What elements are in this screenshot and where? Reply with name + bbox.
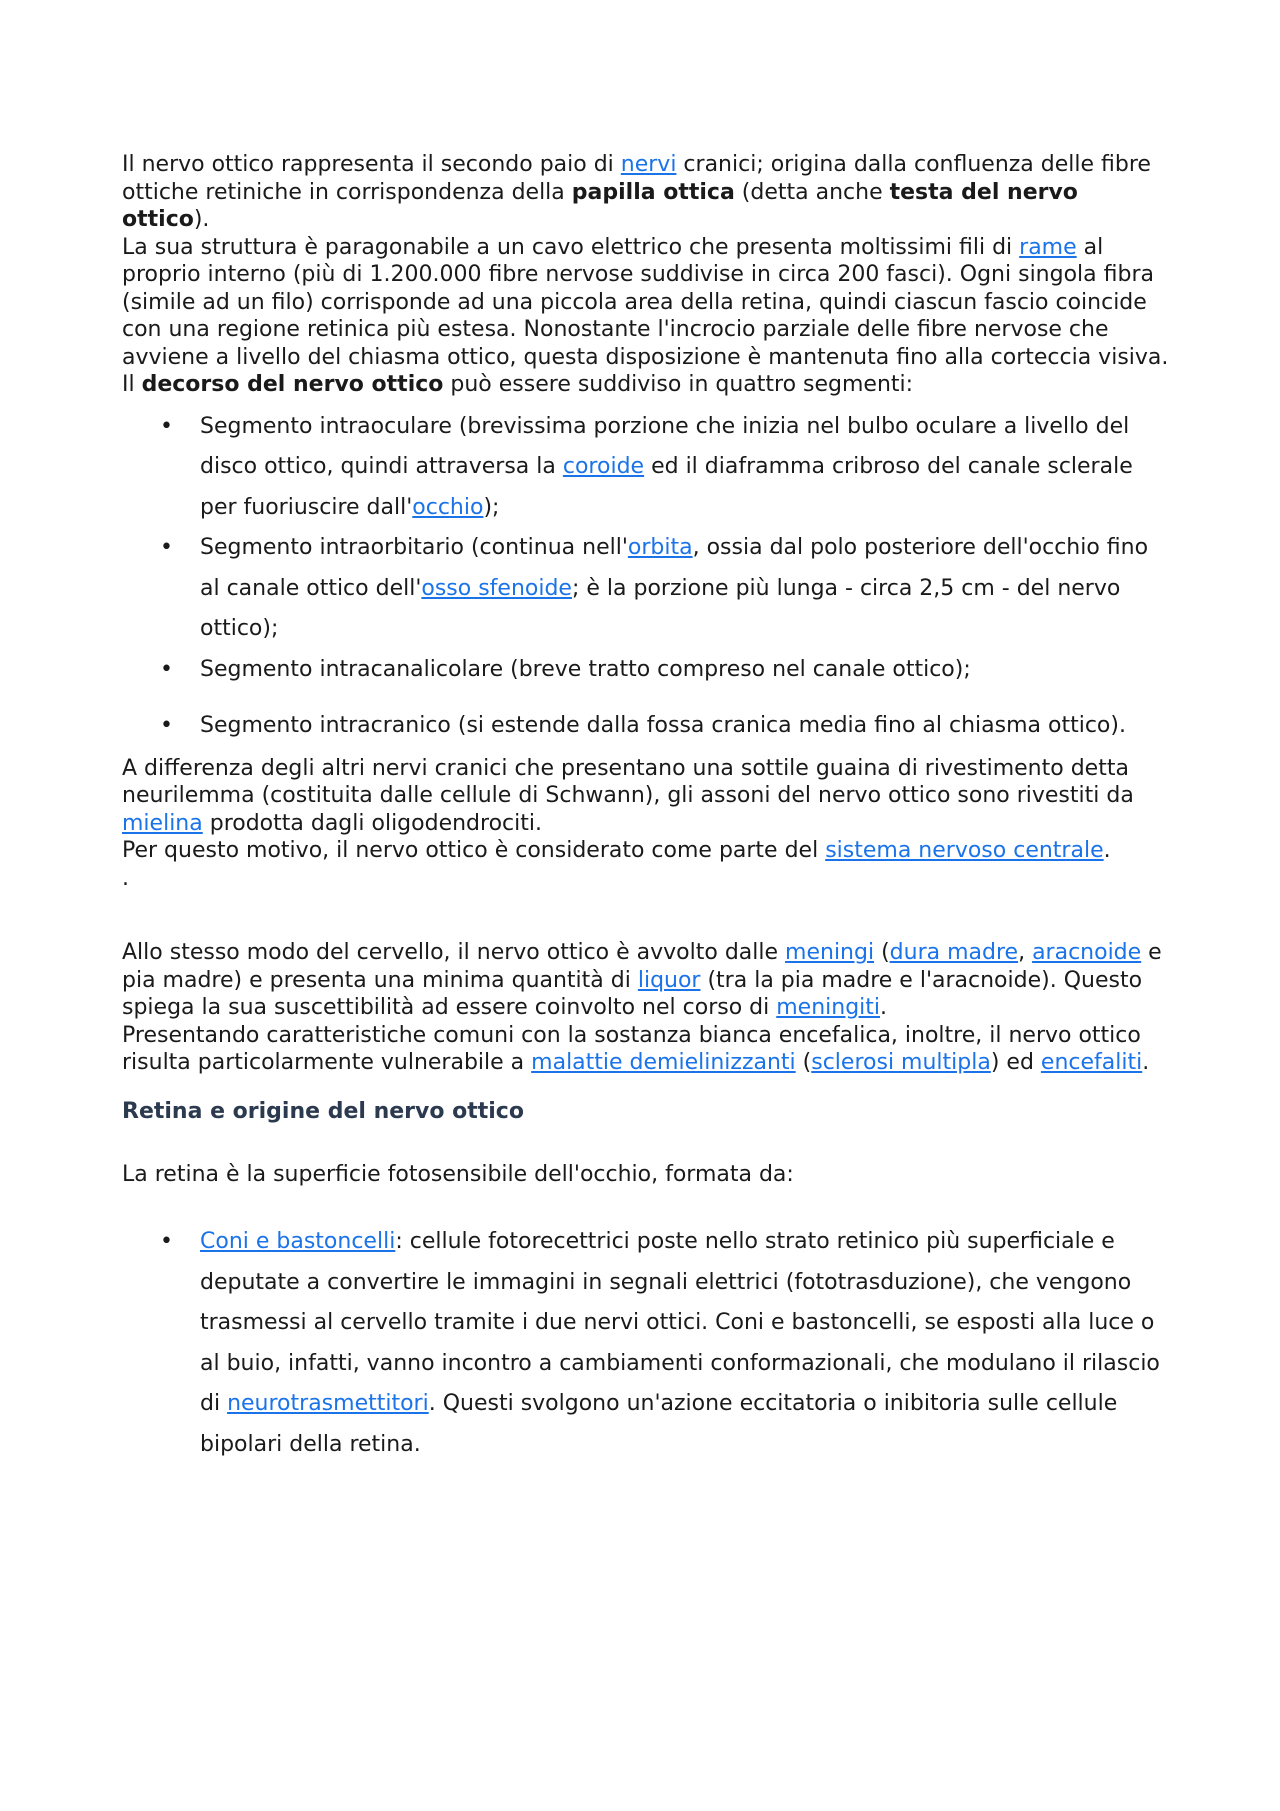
text: (	[874, 940, 890, 965]
list-item-intraoculare	[122, 407, 1172, 529]
text: e pia madre) e presenta una minima quantità di	[122, 940, 1162, 993]
list-item-intraorbitario	[122, 528, 1172, 650]
text: .	[1142, 1050, 1150, 1075]
text: .	[880, 995, 888, 1020]
link-liquor[interactable]: liquor	[637, 967, 701, 993]
link-sclerosi-multipla[interactable]: sclerosi multipla	[811, 1050, 991, 1075]
text: prodotta dagli oligodendrociti.	[202, 810, 542, 836]
text: (	[795, 1050, 812, 1075]
link-orbita[interactable]: orbita	[627, 535, 693, 560]
text: : cellule fotorecettrici poste nello strato retinico più superficiale e deputate a convertire le immagini in segnali elettrici (fototrasduzione), che vengono trasmessi al cervello tramite i due nervi ottici. Coni e bastoncelli, se esposti alla luce o al buio, infatti, vanno incontro a cambiamenti conformazionali, che modulano il rilascio di	[200, 1229, 1160, 1416]
link-nervi[interactable]: nervi	[620, 152, 677, 177]
text: Segmento intracranico (si estende dalla fossa cranica media fino al chiasma ottico).	[200, 713, 1126, 738]
link-meningi[interactable]: meningi	[785, 940, 875, 965]
paragraph-intro	[122, 151, 1172, 234]
paragraph-mielina	[122, 755, 1172, 838]
link-coni-bastoncelli[interactable]: Coni e bastoncelli	[200, 1229, 396, 1254]
text: ,	[1018, 940, 1033, 965]
link-encefaliti[interactable]: encefaliti	[1040, 1050, 1143, 1075]
bold-decorso: decorso del nervo ottico	[141, 372, 444, 397]
text: A differenza degli altri nervi cranici che presentano una sottile guaina di rivestimento detta neurilemma (costituita dalle cellule di Schwann), gli assoni del nervo ottico sono rivestiti da	[122, 755, 1134, 808]
text: può essere suddiviso in quattro segmenti:	[443, 372, 914, 397]
text: ; è la porzione più lunga - circa 2,5 cm - del nervo ottico);	[200, 575, 1121, 641]
link-occhio[interactable]: occhio	[412, 494, 484, 520]
text: Il nervo ottico rappresenta il secondo paio di	[122, 152, 621, 177]
text: Segmento intraorbitario (continua nell'	[200, 535, 628, 560]
text: Segmento intracanalicolare (breve tratto compreso nel canale ottico);	[200, 656, 971, 682]
text: .	[1103, 838, 1111, 863]
text: cranici; origina dalla confluenza delle fibre ottiche retiniche in corrispondenza della	[122, 152, 1151, 205]
link-dura-madre[interactable]: dura madre	[889, 940, 1019, 965]
text: );	[483, 494, 500, 520]
text: . Questi svolgono un'azione eccitatoria o inibitoria sulle cellule bipolari della retina.	[200, 1391, 1118, 1457]
text: Il	[122, 372, 142, 397]
paragraph-decorso	[122, 371, 1172, 399]
link-coroide[interactable]: coroide	[562, 454, 645, 479]
retina-list	[122, 1222, 1172, 1465]
link-osso-sfenoide[interactable]: osso sfenoide	[421, 575, 572, 601]
paragraph-sostanza-bianca	[122, 1022, 1172, 1077]
text: ed il diaframma cribroso del canale sclerale per fuoriuscire dall'	[200, 454, 1133, 520]
text: (tra la pia madre e l'aracnoide). Questo spiega la sua suscettibilità ad essere coinvolto nel corso di	[122, 967, 1143, 1020]
paragraph-snc	[122, 837, 1172, 865]
list-item-intracanalicolare	[122, 650, 1172, 691]
link-mielina[interactable]: mielina	[122, 810, 203, 836]
paragraph-meningi	[122, 939, 1172, 1022]
text: ).	[193, 207, 210, 232]
text: Presentando caratteristiche comuni con la sostanza bianca encefalica, inoltre, il nervo ottico risulta particolarmente vulnerabile a	[122, 1022, 1141, 1075]
text: La sua struttura è paragonabile a un cavo elettrico che presenta moltissimi fili di	[122, 234, 1020, 260]
stray-dot: .	[122, 865, 129, 891]
link-sistema-nervoso-centrale[interactable]: sistema nervoso centrale	[825, 838, 1104, 863]
list-item-coni-bastoncelli	[122, 1222, 1172, 1465]
bold-papilla-ottica: papilla ottica	[571, 179, 735, 205]
paragraph-struttura	[122, 234, 1172, 372]
link-neurotrasmettitori[interactable]: neurotrasmettitori	[227, 1391, 429, 1416]
document-body	[122, 151, 1172, 1465]
text: (detta anche	[734, 179, 890, 205]
link-meningiti[interactable]: meningiti	[776, 995, 881, 1020]
section-heading: Retina e origine del nervo ottico	[122, 1098, 524, 1124]
text: Segmento intraoculare (brevissima porzione che inizia nel bulbo oculare a livello del disco ottico, quindi attraversa la	[200, 413, 1130, 479]
link-rame[interactable]: rame	[1019, 234, 1077, 260]
text: , ossia dal polo posteriore dell'occhio fino al canale ottico dell'	[200, 535, 1149, 601]
list-item-intracranico	[122, 706, 1172, 747]
paragraph-retina-intro: La retina è la superficie fotosensibile dell'occhio, formata da:	[122, 1161, 794, 1187]
link-malattie-demielinizzanti[interactable]: malattie demielinizzanti	[531, 1050, 796, 1075]
segments-list	[122, 407, 1172, 747]
bold-testa-nervo-ottico: testa del nervo ottico	[122, 179, 1078, 232]
text: ) ed	[990, 1050, 1041, 1075]
link-aracnoide[interactable]: aracnoide	[1032, 940, 1142, 965]
text: Allo stesso modo del cervello, il nervo ottico è avvolto dalle	[122, 940, 786, 965]
text: Per questo motivo, il nervo ottico è considerato come parte del	[122, 838, 826, 863]
text: al proprio interno (più di 1.200.000 fibre nervose suddivise in circa 200 fasci). Ogni singola fibra (simile ad un filo) corrisponde ad una piccola area della retina, quindi ciascun fascio coincide con una regione retinica più estesa. Nonostante l'incrocio parziale delle fibre nervose che avviene a livello del chiasma ottico, questa disposizione è mantenuta fino alla corteccia visiva.	[122, 234, 1169, 370]
